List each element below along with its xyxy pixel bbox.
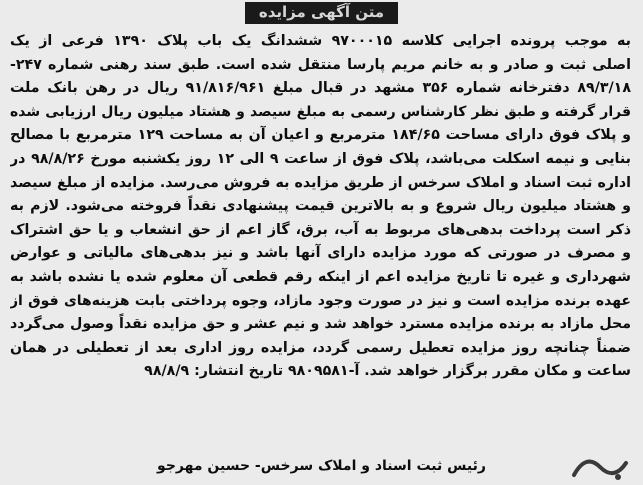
notice-line: اصلی ثبت و صادر و به خانم مریم پارسا منتقل شده است. طبق سند رهنی شماره ۲۴۷- [10, 56, 631, 73]
notice-line: عهده برنده مزایده است و نیز در صورت وجود مازاد، وجوه پرداختی بابت هزینه‌های فوق از [10, 292, 631, 309]
notice-line: ضمناً چنانچه روز مزایده تعطیل رسمی گردد، مزایده روز اداری بعد از تعطیلی در همان [10, 339, 631, 356]
title-bar [0, 2, 643, 24]
corner-watermark-mark [566, 445, 636, 485]
notice-body [10, 30, 631, 384]
notice-line: به موجب پرونده اجرایی کلاسه ۹۷۰۰۰۱۵ ششدانگ یک باب پلاک ۱۳۹۰ فرعی از یک [10, 33, 631, 49]
notice-line: اداره ثبت اسناد و املاک سرخس از طریق مزایده به فروش می‌رسد. مزایده از مبلغ سیصد [10, 174, 631, 191]
notice-line: ذکر است پرداخت بدهی‌های مربوط به آب، برق، گاز اعم از حق انشعاب و یا حق اشتراک [10, 221, 631, 238]
notice-line: قرار گرفته و طبق نظر کارشناس رسمی به مبلغ سیصد و هشتاد میلیون ریال ارزیابی شده [10, 103, 631, 120]
notice-title: متن آگهی مزایده [245, 2, 398, 24]
notice-line: ۸۹/۳/۱۸ دفترخانه شماره ۳۵۶ مشهد در قبال مبلغ ۹۱/۸۱۶/۹۶۱ ریال در رهن بانک ملت [10, 80, 631, 97]
notice-line: بنایی و نیمه اسکلت می‌باشد، پلاک فوق از ساعت ۹ الی ۱۲ روز یکشنبه مورخ ۹۸/۸/۲۶ در [10, 150, 631, 167]
notice-line: و هشتاد میلیون ریال شروع و به بالاترین قیمت پیشنهادی نقداً فروخته می‌شود. لازم به [10, 198, 631, 215]
notice-line: و مصرف در صورتی که مورد مزایده دارای آنها باشد و نیز بدهی‌های مالیاتی و عوارض [10, 245, 631, 262]
notice-line: محل مازاد به برنده مزایده مسترد خواهد شد و نیم عشر و حق مزایده نقداً وصول می‌گردد [10, 316, 631, 333]
signature-line: رئیس ثبت اسناد و املاک سرخس- حسین مهرجو [157, 458, 486, 474]
notice-line: شهرداری و غیره تا تاریخ مزایده اعم از اینکه رقم قطعی آن معلوم شده یا نشده باشد به [10, 268, 631, 285]
notice-line-last: ساعت و مکان مقرر برگزار خواهد شد. آ-۹۸۰۹۵۸۱ تاریخ انتشار: ۹۸/۸/۹ [144, 363, 631, 380]
notice-line: و پلاک فوق دارای مساحت ۱۸۴/۶۵ مترمربع و اعیان آن به مساحت ۱۲۹ مترمربع با مصالح [10, 127, 631, 144]
